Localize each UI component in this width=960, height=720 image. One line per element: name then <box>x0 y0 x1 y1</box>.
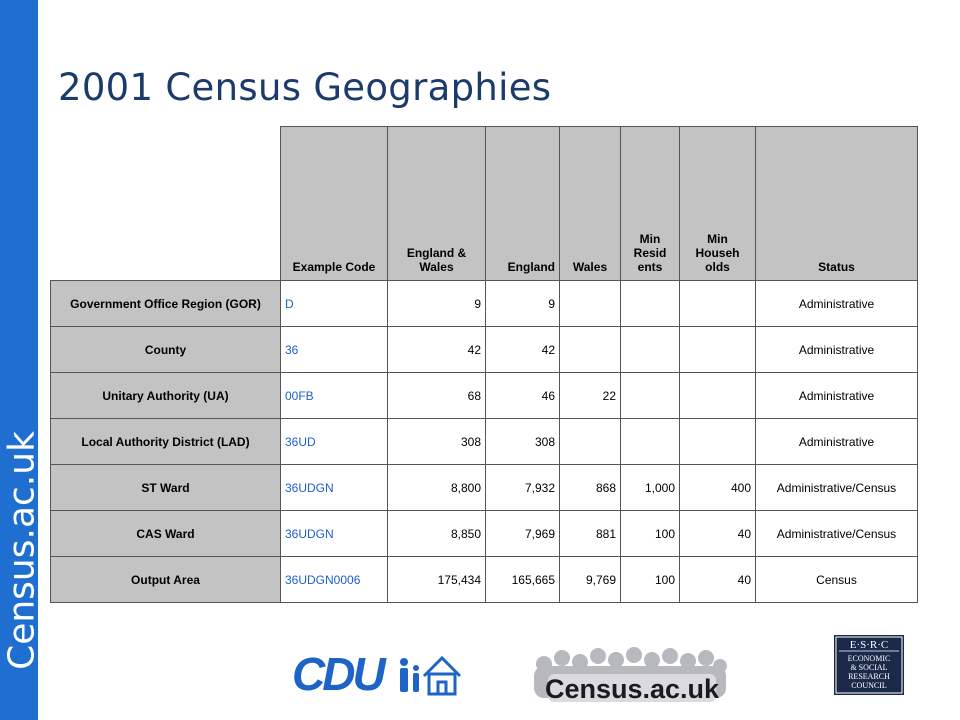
row-label: Government Office Region (GOR) <box>51 281 281 327</box>
footer-logos <box>0 630 960 720</box>
header-cell: Example Code <box>281 127 388 281</box>
min-households-cell <box>680 327 756 373</box>
side-brand <box>0 0 43 720</box>
header-cell: England <box>486 127 560 281</box>
wales-cell: 881 <box>560 511 621 557</box>
table-header-row <box>51 127 918 281</box>
code-cell: 36UD <box>281 419 388 465</box>
england-cell: 42 <box>486 327 560 373</box>
row-label: County <box>51 327 281 373</box>
ew-cell: 68 <box>388 373 486 419</box>
esrc-logo <box>834 635 904 695</box>
header-cell: Wales <box>560 127 621 281</box>
table-row <box>51 281 918 327</box>
row-label: Output Area <box>51 557 281 603</box>
min-residents-cell: 1,000 <box>621 465 680 511</box>
header-cell: Min Resid ents <box>621 127 680 281</box>
ew-cell: 42 <box>388 327 486 373</box>
code-cell: 36UDGN0006 <box>281 557 388 603</box>
min-households-cell: 40 <box>680 557 756 603</box>
min-residents-cell: 100 <box>621 511 680 557</box>
wales-cell <box>560 419 621 465</box>
wales-cell: 22 <box>560 373 621 419</box>
header-cell: Min Househ olds <box>680 127 756 281</box>
status-cell: Administrative <box>756 281 918 327</box>
england-cell: 7,932 <box>486 465 560 511</box>
min-households-cell <box>680 373 756 419</box>
table-row <box>51 373 918 419</box>
code-cell: 36UDGN <box>281 511 388 557</box>
status-cell: Administrative/Census <box>756 511 918 557</box>
row-label: CAS Ward <box>51 511 281 557</box>
min-households-cell <box>680 281 756 327</box>
row-label: Unitary Authority (UA) <box>51 373 281 419</box>
esrc-line: ECONOMIC <box>847 654 891 663</box>
esrc-line: & SOCIAL <box>850 663 888 672</box>
row-label: ST Ward <box>51 465 281 511</box>
ew-cell: 175,434 <box>388 557 486 603</box>
code-cell: 00FB <box>281 373 388 419</box>
status-cell: Administrative <box>756 373 918 419</box>
cdu-logo <box>292 648 467 698</box>
row-label: Local Authority District (LAD) <box>51 419 281 465</box>
wales-cell <box>560 281 621 327</box>
cdu-logo-text: CDU <box>292 648 383 698</box>
england-cell: 308 <box>486 419 560 465</box>
table-row <box>51 419 918 465</box>
wales-cell <box>560 327 621 373</box>
england-cell: 165,665 <box>486 557 560 603</box>
header-blank-cell <box>51 127 281 281</box>
table-row <box>51 465 918 511</box>
header-cell: Status <box>756 127 918 281</box>
house-icon <box>424 658 460 694</box>
min-residents-cell <box>621 373 680 419</box>
esrc-letters: E·S·R·C <box>849 639 889 651</box>
england-cell: 7,969 <box>486 511 560 557</box>
min-residents-cell <box>621 327 680 373</box>
table-row <box>51 511 918 557</box>
slide-title: 2001 Census Geographies <box>58 66 552 109</box>
family-icon <box>400 658 419 692</box>
min-households-cell <box>680 419 756 465</box>
esrc-line: RESEARCH <box>848 672 890 681</box>
england-cell: 46 <box>486 373 560 419</box>
ew-cell: 308 <box>388 419 486 465</box>
code-cell: D <box>281 281 388 327</box>
status-cell: Administrative <box>756 419 918 465</box>
status-cell: Administrative <box>756 327 918 373</box>
table-row <box>51 557 918 603</box>
esrc-line: COUNCIL <box>851 681 887 690</box>
min-residents-cell: 100 <box>621 557 680 603</box>
side-brand-text: Census.ac.uk <box>1 431 43 670</box>
england-cell: 9 <box>486 281 560 327</box>
ew-cell: 8,800 <box>388 465 486 511</box>
wales-cell: 9,769 <box>560 557 621 603</box>
header-cell: England & Wales <box>388 127 486 281</box>
code-cell: 36UDGN <box>281 465 388 511</box>
ew-cell: 9 <box>388 281 486 327</box>
min-residents-cell <box>621 281 680 327</box>
census-logo-text: Census.ac.uk <box>544 674 720 704</box>
min-residents-cell <box>621 419 680 465</box>
wales-cell: 868 <box>560 465 621 511</box>
ew-cell: 8,850 <box>388 511 486 557</box>
code-cell: 36 <box>281 327 388 373</box>
census-logo <box>530 642 730 704</box>
min-households-cell: 400 <box>680 465 756 511</box>
census-geographies-table <box>50 126 918 603</box>
table-row <box>51 327 918 373</box>
min-households-cell: 40 <box>680 511 756 557</box>
status-cell: Administrative/Census <box>756 465 918 511</box>
status-cell: Census <box>756 557 918 603</box>
